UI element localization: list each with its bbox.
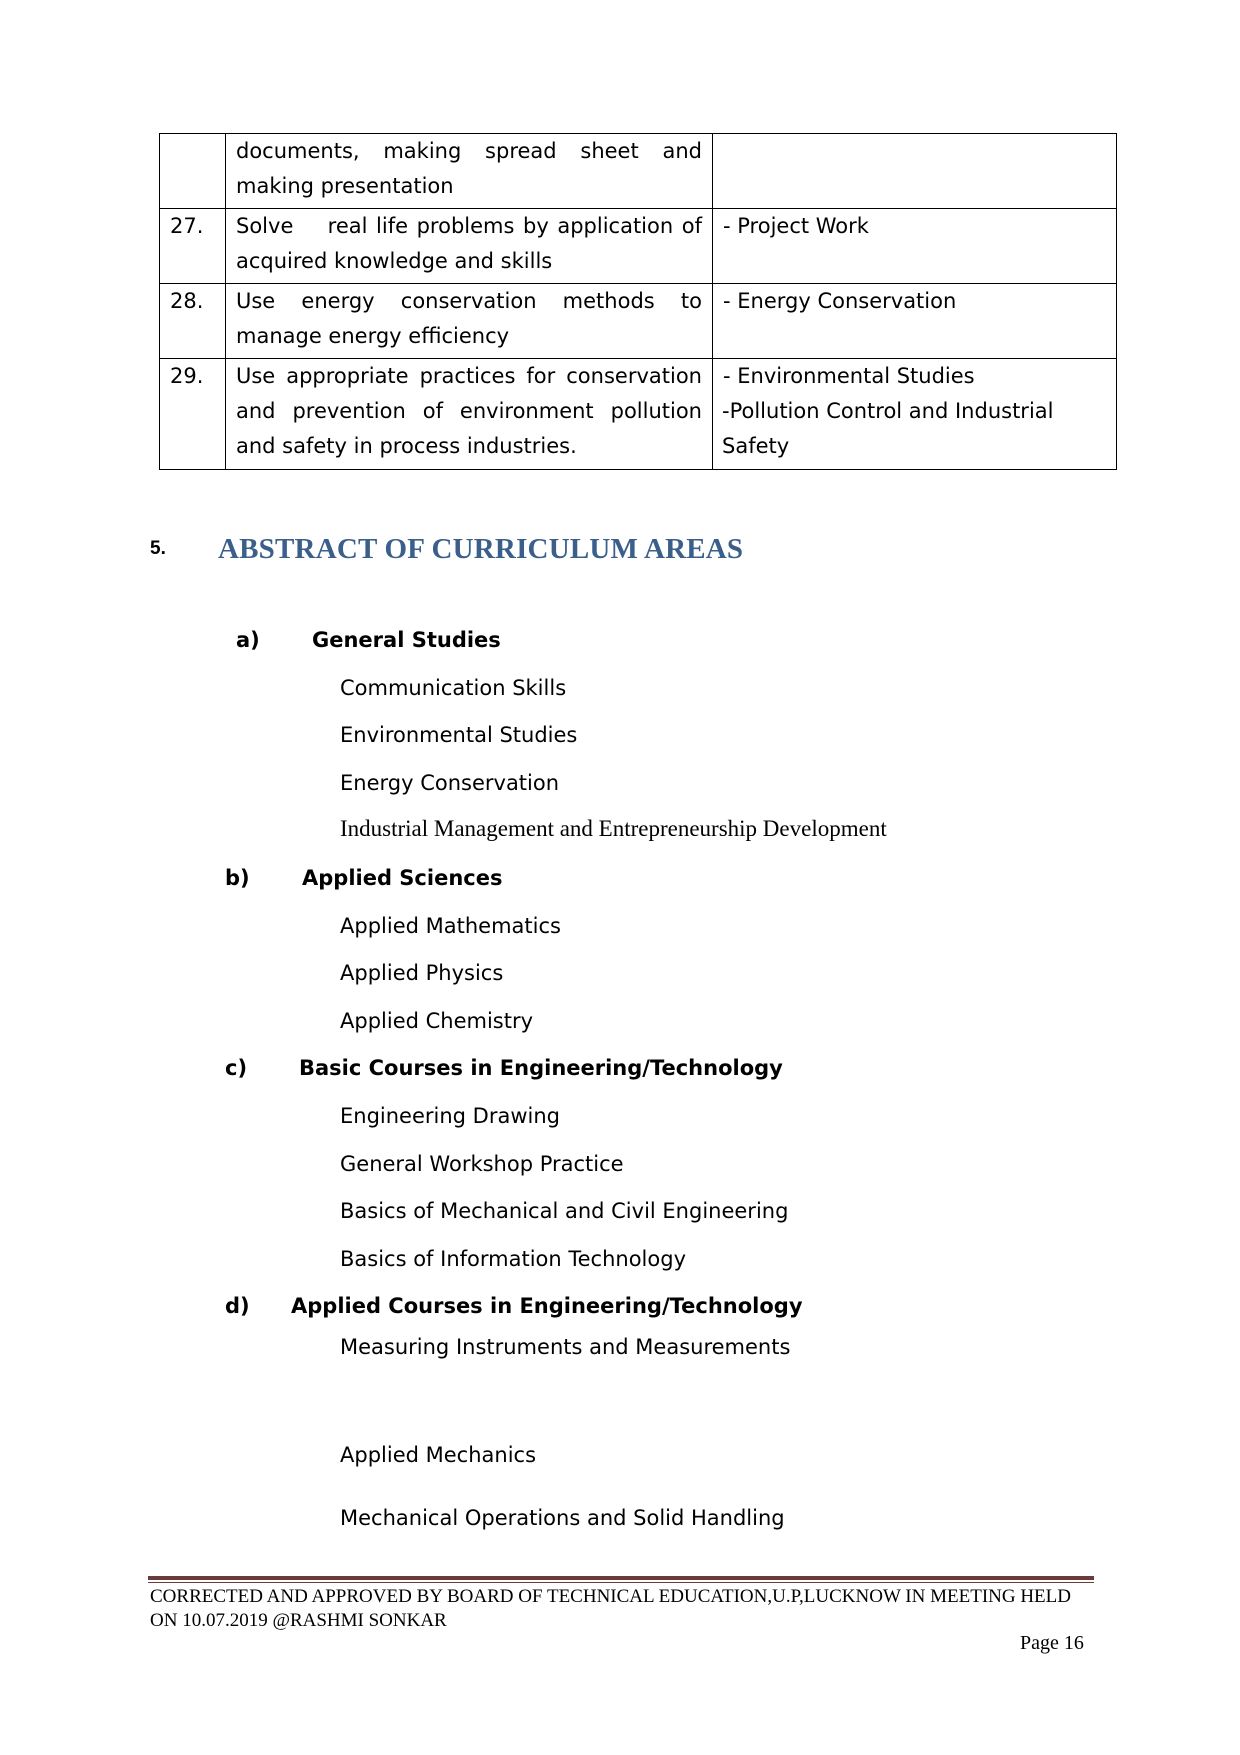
- table-row: [160, 359, 1117, 470]
- row-subjects: [713, 134, 1117, 209]
- group-heading: General Studies: [312, 628, 501, 652]
- curriculum-item: Basics of Information Technology: [340, 1247, 686, 1271]
- footer-line: CORRECTED AND APPROVED BY BOARD OF TECHNICAL EDUCATION,U.P,LUCKNOW IN MEETING HELD: [150, 1586, 1071, 1607]
- curriculum-item: Industrial Management and Entrepreneurship Development: [340, 816, 887, 841]
- page-number: Page 16: [1020, 1632, 1084, 1654]
- footer-note: [150, 1585, 1100, 1633]
- row-subjects: [713, 284, 1117, 359]
- curriculum-item: Energy Conservation: [340, 771, 560, 795]
- group-heading: Applied Sciences: [302, 866, 503, 890]
- table-row: [160, 209, 1117, 284]
- group-letter: a): [236, 628, 260, 652]
- section-number: 5.: [150, 538, 166, 559]
- curriculum-item: General Workshop Practice: [340, 1152, 624, 1176]
- row-subjects: [713, 209, 1117, 284]
- group-heading: Applied Courses in Engineering/Technology: [291, 1294, 803, 1318]
- row-description: Use energy conservation methods to manage energy efficiency: [226, 284, 713, 359]
- row-number: 28.: [160, 284, 226, 359]
- table-row: [160, 284, 1117, 359]
- curriculum-item: Applied Mechanics: [340, 1443, 537, 1467]
- row-number: [160, 134, 226, 209]
- outcomes-table: [159, 133, 1117, 470]
- curriculum-item: Communication Skills: [340, 676, 567, 700]
- subject-entry: - Energy Conservation: [723, 289, 957, 313]
- group-letter: d): [225, 1294, 250, 1318]
- group-letter: c): [225, 1056, 248, 1080]
- table-row: [160, 134, 1117, 209]
- curriculum-item: Applied Chemistry: [340, 1009, 534, 1033]
- section-title: ABSTRACT OF CURRICULUM AREAS: [218, 533, 744, 565]
- group-letter: b): [225, 866, 250, 890]
- curriculum-item: Environmental Studies: [340, 723, 578, 747]
- curriculum-item: Measuring Instruments and Measurements: [340, 1335, 791, 1359]
- row-description: documents, making spread sheet and making presentation: [226, 134, 713, 209]
- curriculum-item: Engineering Drawing: [340, 1104, 560, 1128]
- curriculum-item: Applied Physics: [340, 961, 504, 985]
- row-description: Use appropriate practices for conservation and prevention of environment pollution and safety in process industries.: [226, 359, 713, 470]
- footer-line: ON 10.07.2019 @RASHMI SONKAR: [150, 1610, 447, 1631]
- subject-entry: - Environmental Studies: [723, 364, 975, 388]
- group-heading: Basic Courses in Engineering/Technology: [299, 1056, 783, 1080]
- row-subjects: [713, 359, 1117, 470]
- curriculum-item: Applied Mathematics: [340, 914, 561, 938]
- footer-rule: [148, 1576, 1094, 1580]
- row-number: 27.: [160, 209, 226, 284]
- row-number: 29.: [160, 359, 226, 470]
- curriculum-item: Mechanical Operations and Solid Handling: [340, 1506, 785, 1530]
- subject-entry: -Pollution Control and Industrial Safety: [722, 399, 1054, 458]
- footer-rule-thin: [148, 1582, 1094, 1583]
- curriculum-item: Basics of Mechanical and Civil Engineering: [340, 1199, 789, 1223]
- subject-entry: - Project Work: [723, 214, 869, 238]
- row-description: Solve real life problems by application of acquired knowledge and skills: [226, 209, 713, 284]
